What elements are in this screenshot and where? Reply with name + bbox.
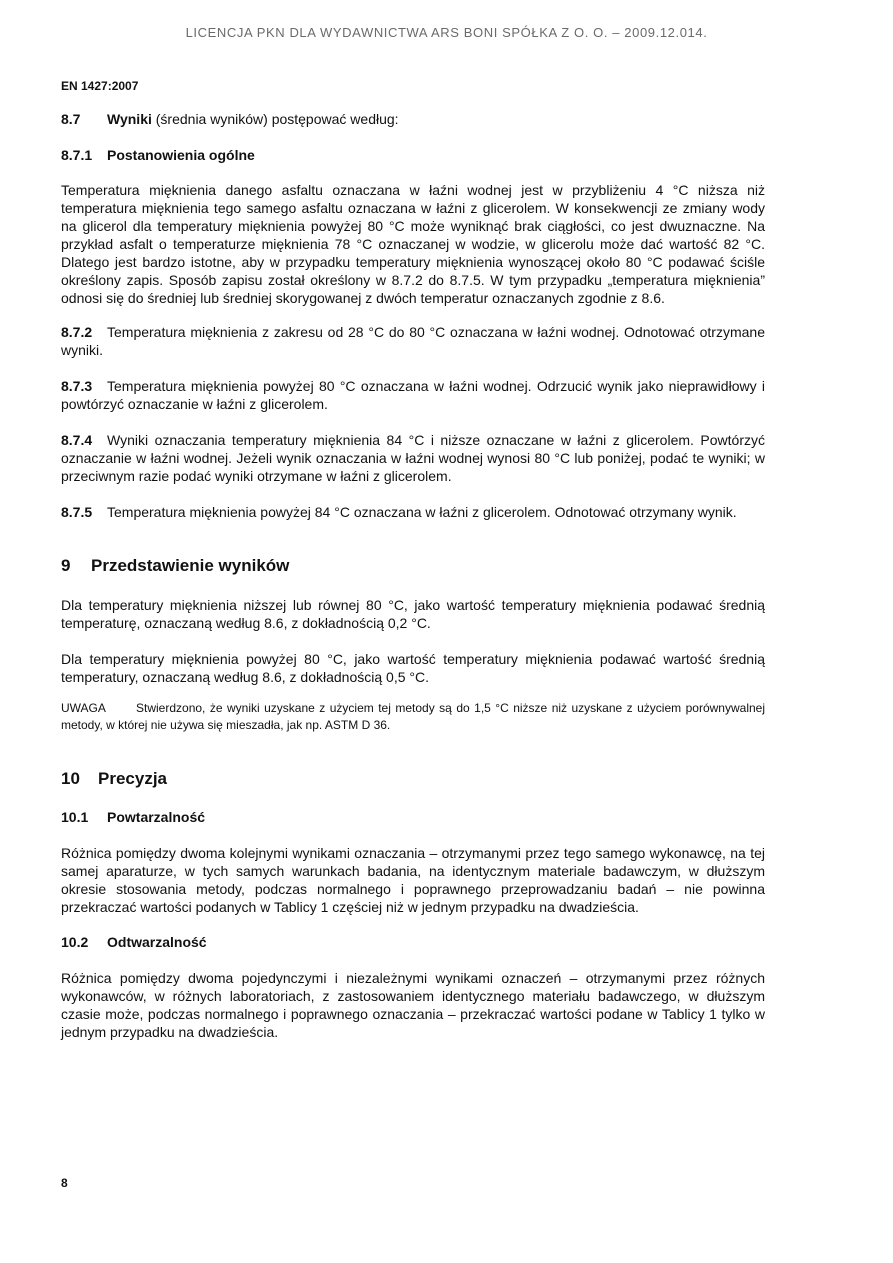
document-id: EN 1427:2007	[61, 79, 139, 93]
note-label: UWAGA	[61, 701, 106, 715]
paragraph-8-7-4	[61, 431, 765, 485]
section-title: Precyzja	[98, 769, 167, 788]
section-number: 9	[61, 556, 71, 575]
heading-9	[61, 556, 289, 576]
section-number: 8.7.4	[61, 432, 93, 448]
section-number: 8.7.2	[61, 324, 93, 340]
section-text: Temperatura mięknienia powyżej 84 °C oznaczana w łaźni z glicerolem. Odnotować otrzymany wynik.	[107, 504, 737, 520]
section-title: Postanowienia ogólne	[107, 147, 255, 163]
section-number: 10.1	[61, 809, 89, 825]
section-text: Wyniki oznaczania temperatury mięknienia 84 °C i niższe oznaczane w łaźni z glicerolem. Powtórzyć oznaczanie w łaźni wodnej. Jeżeli wynik oznaczania w łaźni wodnej wynosi 80 °C lub poniżej, podać te wyniki; w przeciwnym razie podać wyniki otrzymane w łaźni z glicerolem.	[61, 432, 765, 484]
page-number: 8	[61, 1176, 68, 1190]
section-number: 10	[61, 769, 80, 788]
note	[61, 700, 765, 734]
section-title: Odtwarzalność	[107, 934, 207, 950]
paragraph-9-1: Dla temperatury mięknienia niższej lub równej 80 °C, jako wartość temperatury mięknienia podawać średnią temperaturę, oznaczaną według 8.6, z dokładnością 0,2 °C.	[61, 597, 765, 631]
paragraph-8-7-5	[61, 503, 765, 521]
heading-10-1	[61, 809, 205, 825]
paragraph-8-7-2	[61, 323, 765, 359]
heading-8-7-1	[61, 147, 255, 163]
heading-10-2	[61, 934, 207, 950]
section-text: Temperatura mięknienia z zakresu od 28 °C do 80 °C oznaczana w łaźni wodnej. Odnotować otrzymane wyniki.	[61, 324, 765, 358]
paragraph-8-7-3	[61, 377, 765, 413]
section-number: 8.7.1	[61, 147, 93, 163]
section-number: 10.2	[61, 934, 89, 950]
paragraph-8-7-1: Temperatura mięknienia danego asfaltu oznaczana w łaźni wodnej jest w przybliżeniu 4 °C niższa niż temperatura mięknienia tego samego asfaltu oznaczana w łaźni z glicerolem. W konsekwencji ze zmiany wody na glicerol dla temperatury mięknienia powyżej 80 °C może wyniknąć brak ciągłości, co jest dwuznaczne. Na przykład asfalt o temperaturze mięknienia 78 °C oznaczanej w wodzie, w glicerolu może dać wartość 82 °C. Dlatego jest bardzo istotne, aby w przypadku temperatury mięknienia wynoszącej około 80 °C podawać ściśle określony zapis. Sposób zapisu został określony w 8.7.2 do 8.7.5. W tym przypadku „temperatura mięknienia” odnosi się do średniej lub średniej skorygowanej z dwóch temperatur oznaczanych zgodnie z 8.6.	[61, 182, 765, 306]
section-8-7	[61, 110, 765, 128]
section-number: 8.7.5	[61, 504, 93, 520]
license-header: LICENCJA PKN DLA WYDAWNICTWA ARS BONI SPÓŁKA Z O. O. – 2009.12.014.	[185, 25, 708, 40]
section-text: (średnia wyników) postępować według:	[151, 111, 399, 127]
section-text: Temperatura mięknienia powyżej 80 °C oznaczana w łaźni wodnej. Odrzucić wynik jako nieprawidłowy i powtórzyć oznaczanie w łaźni z glicerolem.	[61, 378, 765, 412]
paragraph-10-2: Różnica pomiędzy dwoma pojedynczymi i niezależnymi wynikami oznaczeń – otrzymanymi przez różnych wykonawców, w różnych laboratoriach, z zastosowaniem identycznego materiału badawczego, w dłuższym czasie może, podczas normalnego i poprawnego oznaczania – przekraczać wartości podane w Tablicy 1 tylko w jednym przypadku na dwadzieścia.	[61, 970, 765, 1040]
section-lead: Wyniki	[107, 111, 152, 127]
heading-10	[61, 769, 167, 789]
section-title: Przedstawienie wyników	[91, 556, 290, 575]
section-number: 8.7.3	[61, 378, 93, 394]
paragraph-9-2: Dla temperatury mięknienia powyżej 80 °C, jako wartość temperatury mięknienia podawać wartość średnią temperatury, oznaczaną według 8.6, z dokładnością 0,5 °C.	[61, 651, 765, 685]
note-text: Stwierdzono, że wyniki uzyskane z użyciem tej metody są do 1,5 °C niższe niż uzyskane z użyciem porównywalnej metody, w której nie używa się mieszadła, jak np. ASTM D 36.	[61, 701, 765, 732]
paragraph-10-1: Różnica pomiędzy dwoma kolejnymi wynikami oznaczania – otrzymanymi przez tego samego wykonawcę, na tej samej aparaturze, w tych samych warunkach badania, na identycznym materiale badawczym, w dłuższym okresie stosowania metody, podczas normalnego i poprawnego przeprowadzaniu badań – nie powinna przekraczać wartości podanych w Tablicy 1 częściej niż w jednym przypadku na dwadzieścia.	[61, 845, 765, 915]
section-title: Powtarzalność	[107, 809, 206, 825]
section-number: 8.7	[61, 111, 81, 127]
